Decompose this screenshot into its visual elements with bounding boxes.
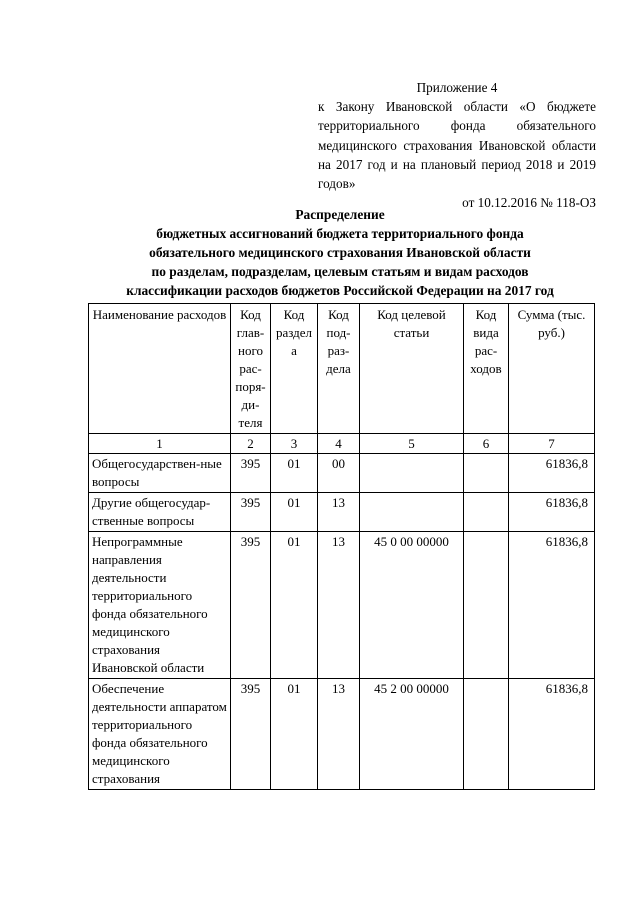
- row-name: Общегосударствен-ные вопросы: [89, 454, 231, 493]
- index-cell: 7: [509, 434, 595, 454]
- row-target-code: [360, 493, 464, 532]
- row-section-code: 01: [271, 679, 318, 790]
- index-cell: 3: [271, 434, 318, 454]
- row-name: Другие общегосудар-ственные вопросы: [89, 493, 231, 532]
- appendix-number: Приложение 4: [416, 80, 498, 95]
- row-main-manager-code: 395: [231, 493, 271, 532]
- table-row: [89, 532, 595, 679]
- table-row: [89, 679, 595, 790]
- header-sum: Сумма (тыс. руб.): [509, 304, 595, 434]
- row-expense-type-code: [464, 532, 509, 679]
- index-cell: 5: [360, 434, 464, 454]
- index-cell: 1: [89, 434, 231, 454]
- appendix-date: от 10.12.2016 № 118-ОЗ: [462, 195, 596, 211]
- row-sum: 61836,8: [509, 493, 595, 532]
- row-name: Обеспечение деятельности аппаратом территориального фонда обязательного медицинского страхования: [89, 679, 231, 790]
- row-section-code: 01: [271, 493, 318, 532]
- header-subsection-code: Код под-раз-дела: [318, 304, 360, 434]
- header-expense-type-code: Код вида рас-ходов: [464, 304, 509, 434]
- header-name: Наименование расходов: [89, 304, 231, 434]
- row-subsection-code: 13: [318, 679, 360, 790]
- row-main-manager-code: 395: [231, 532, 271, 679]
- title-line-3: обязательного медицинского страхования Ивановской области: [149, 245, 531, 260]
- row-sum: 61836,8: [509, 532, 595, 679]
- index-cell: 4: [318, 434, 360, 454]
- document-title: [84, 205, 596, 300]
- title-line-1: Распределение: [295, 207, 385, 222]
- row-expense-type-code: [464, 679, 509, 790]
- header-main-manager-code: Код глав-ного рас-поря-ди-теля: [231, 304, 271, 434]
- row-subsection-code: 13: [318, 532, 360, 679]
- row-main-manager-code: 395: [231, 679, 271, 790]
- row-main-manager-code: 395: [231, 454, 271, 493]
- table-row: [89, 493, 595, 532]
- title-line-5: классификации расходов бюджетов Российской Федерации на 2017 год: [126, 283, 554, 298]
- index-cell: 2: [231, 434, 271, 454]
- table-index-row: [89, 434, 595, 454]
- row-target-code: 45 2 00 00000: [360, 679, 464, 790]
- row-sum: 61836,8: [509, 454, 595, 493]
- row-target-code: 45 0 00 00000: [360, 532, 464, 679]
- row-sum: 61836,8: [509, 679, 595, 790]
- appendix-block: [318, 78, 596, 212]
- table-row: [89, 454, 595, 493]
- row-target-code: [360, 454, 464, 493]
- index-cell: 6: [464, 434, 509, 454]
- header-target-code: Код целевой статьи: [360, 304, 464, 434]
- row-expense-type-code: [464, 493, 509, 532]
- header-section-code: Код раздела: [271, 304, 318, 434]
- title-line-2: бюджетных ассигнований бюджета территориального фонда: [156, 226, 524, 241]
- row-section-code: 01: [271, 454, 318, 493]
- table-header-row: [89, 304, 595, 434]
- budget-table: [88, 303, 595, 790]
- row-subsection-code: 00: [318, 454, 360, 493]
- row-section-code: 01: [271, 532, 318, 679]
- row-subsection-code: 13: [318, 493, 360, 532]
- row-expense-type-code: [464, 454, 509, 493]
- title-line-4: по разделам, подразделам, целевым статьям и видам расходов: [151, 264, 529, 279]
- appendix-law-reference: к Закону Ивановской области «О бюджете территориального фонда обязательного медицинского страхования Ивановской области на 2017 год и на плановый период 2018 и 2019 годов»: [318, 99, 596, 192]
- row-name: Непрограммные направления деятельности территориального фонда обязательного медицинского страхования Ивановской области: [89, 532, 231, 679]
